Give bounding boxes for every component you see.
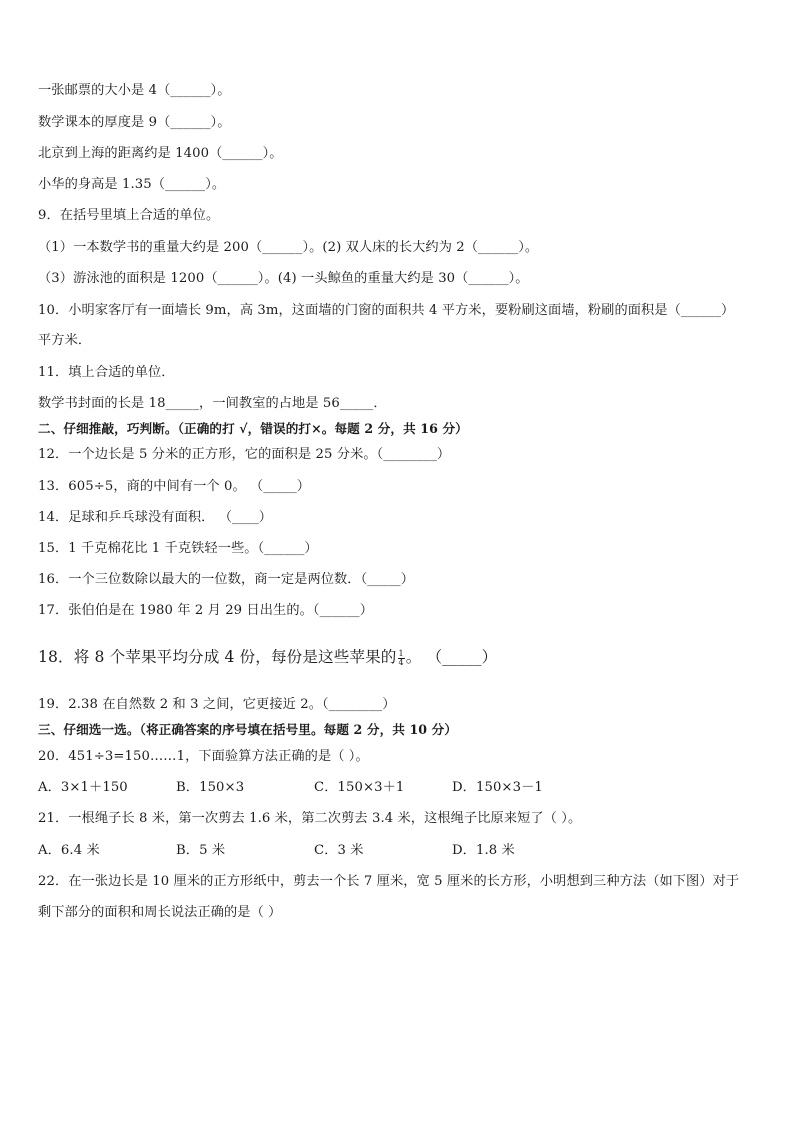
line-book-thickness: 数学课本的厚度是 9（______）。 (38, 115, 231, 130)
q21-option-a: A．6.4 米 (38, 843, 100, 858)
q18 (38, 646, 497, 668)
q10-line-2: 平方米． (38, 333, 92, 348)
q19: 19．2.38 在自然数 2 和 3 之间，它更接近 2。（________） (38, 697, 396, 712)
q15: 15．1 千克棉花比 1 千克铁轻一些。（______） (38, 541, 318, 556)
q10-line-1: 10．小明家客厅有一面墙长 9m，高 3m，这面墙的门窗的面积共 4 平方米，要粉刷这面墙，粉刷的面积是（______） (38, 303, 735, 318)
q13: 13．605÷5，商的中间有一个 0。 （_____） (38, 479, 311, 494)
line-stamp-size: 一张邮票的大小是 4（______）。 (38, 83, 231, 98)
q21-stem: 21．一根绳子长 8 米，第一次剪去 1.6 米，第二次剪去 3.4 米，这根绳子比原来短了（ ）。 (38, 811, 582, 826)
q18-before: 18．将 8 个苹果平均分成 4 份，每份是这些苹果的 (38, 648, 397, 666)
q22-line-1: 22．在一张边长是 10 厘米的正方形纸中，剪去一个长 7 厘米，宽 5 厘米的长方形，小明想到三种方法（如下图）对于 (38, 874, 740, 889)
q22-line-2: 剩下部分的面积和周长说法正确的是（ ） (38, 905, 282, 920)
q18-frac-den: 4 (398, 658, 404, 667)
q17: 17．张伯伯是在 1980 年 2 月 29 日出生的。（______） (38, 603, 374, 618)
q11-line: 数学书封面的长是 18_____，一间教室的占地是 56_____． (38, 396, 387, 411)
section-2-heading: 二、仔细推敲，巧判断。（正确的打 √，错误的打×。每题 2 分，共 16 分） (38, 421, 468, 436)
q18-fraction (398, 650, 405, 667)
q21-option-c: C．3 米 (314, 843, 364, 858)
q12: 12．一个边长是 5 分米的正方形，它的面积是 25 分米。（________） (38, 447, 451, 462)
q18-frac-num: 1 (398, 649, 404, 658)
q11-stem: 11．填上合适的单位． (38, 365, 175, 380)
q18-after: 。 （_____） (405, 648, 498, 666)
q21-option-b: B．5 米 (176, 843, 226, 858)
line-beijing-shanghai: 北京到上海的距离约是 1400（______）。 (38, 146, 283, 161)
q21-option-d: D．1.8 米 (452, 843, 515, 858)
line-xiaohua-height: 小华的身高是 1.35（______）。 (38, 177, 226, 192)
q20-option-d: D．150×3－1 (452, 780, 543, 795)
q9-stem: 9．在括号里填上合适的单位。 (38, 208, 220, 223)
q20-option-c: C．150×3＋1 (314, 780, 405, 795)
q14: 14．足球和乒乓球没有面积． （____） (38, 510, 273, 525)
q20-stem: 20．451÷3=150……1，下面验算方法正确的是（ ）。 (38, 749, 369, 764)
section-3-heading: 三、仔细选一选。（将正确答案的序号填在括号里。每题 2 分，共 10 分） (38, 722, 458, 737)
q9-line-2: （3）游泳池的面积是 1200（______）。(4) 一头鲸鱼的重量大约是 30（______）。 (38, 271, 529, 286)
q20-option-a: A．3×1＋150 (38, 780, 128, 795)
q20-option-b: B．150×3 (176, 780, 245, 795)
q9-line-1: （1）一本数学书的重量大约是 200（______）。(2) 双人床的长大约为 2（______）。 (38, 240, 539, 255)
q16: 16．一个三位数除以最大的一位数，商一定是两位数．（_____） (38, 572, 415, 587)
